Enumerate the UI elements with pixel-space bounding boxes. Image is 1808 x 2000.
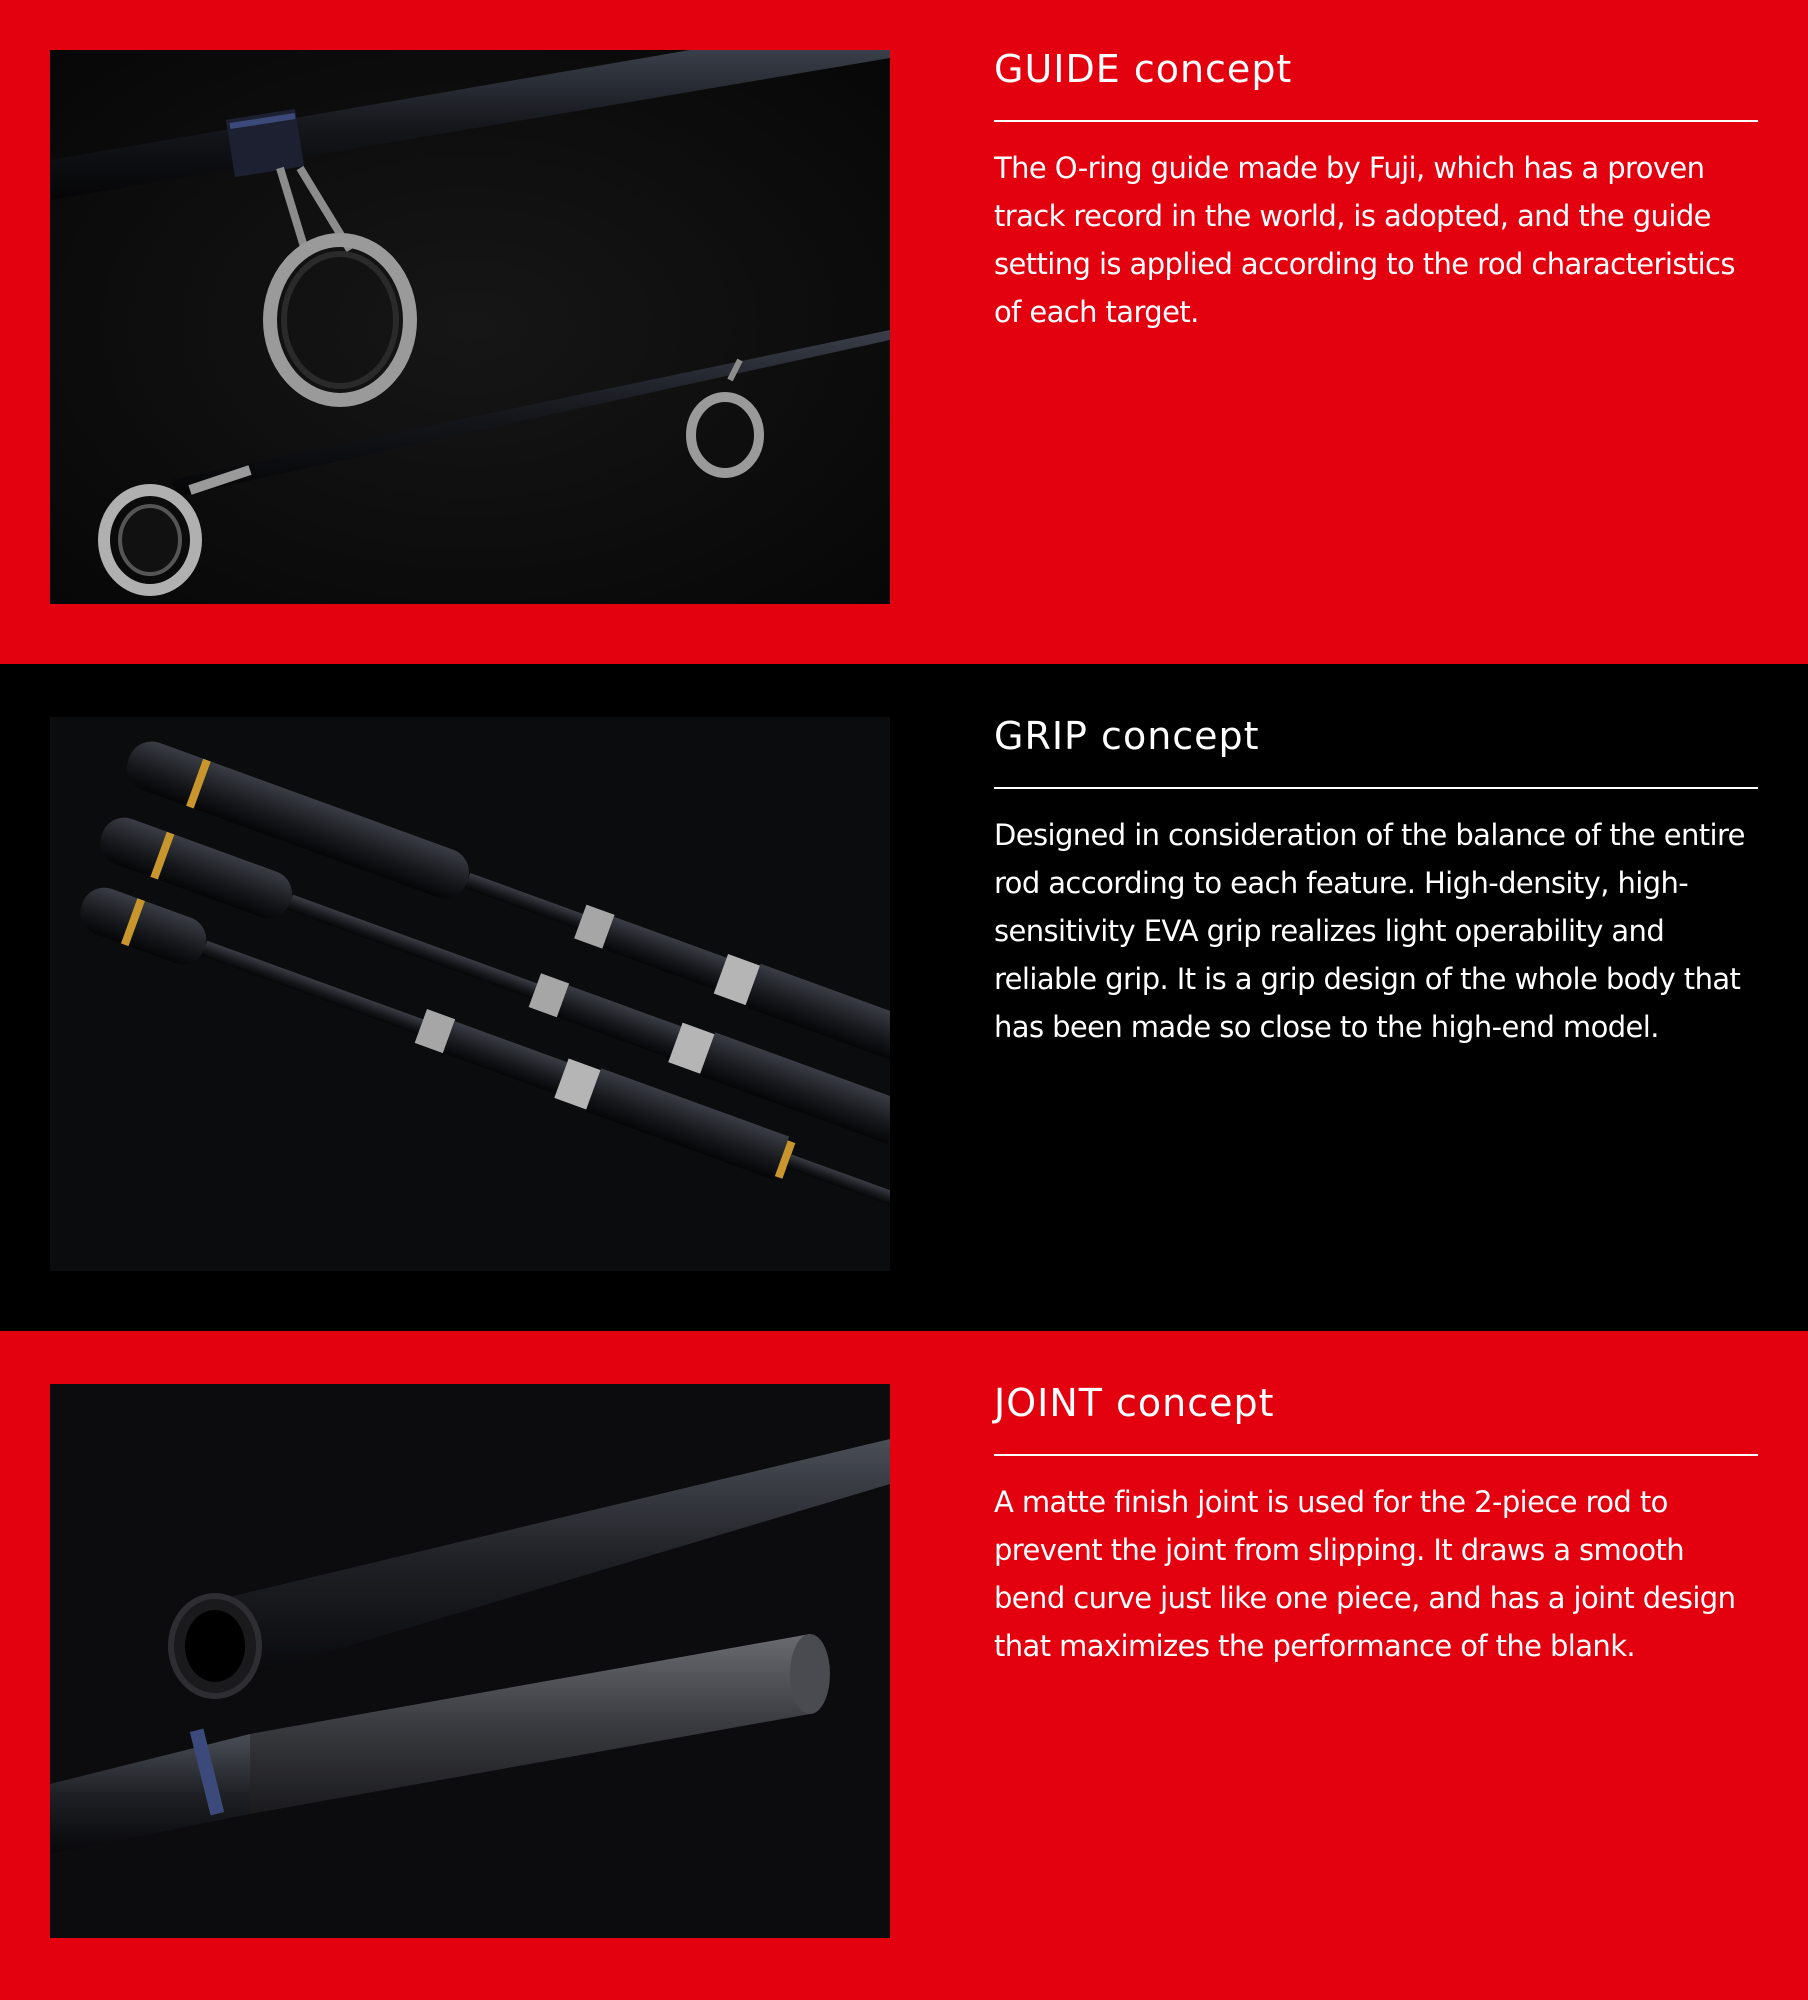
guide-description: The O-ring guide made by Fuji, which has a proven track record in the world, is adopted, and the guide setting is applied according to the rod characteristics of each target. (994, 151, 1735, 329)
guide-heading: GUIDE concept (994, 47, 1293, 91)
joint-description: A matte finish joint is used for the 2-piece rod to prevent the joint from slipping. It draws a smooth bend curve just like one piece, and has a joint design that maximizes the performance of the blank. (994, 1485, 1736, 1663)
grip-divider (994, 787, 1758, 789)
rod-guide-illustration (50, 50, 890, 604)
guide-photo (50, 50, 890, 604)
grip-heading: GRIP concept (994, 714, 1260, 758)
joint-text-column (994, 1381, 1758, 1670)
grip-section (0, 664, 1808, 1331)
guide-section (0, 0, 1808, 664)
guide-text-column (994, 47, 1758, 336)
grip-photo (50, 717, 890, 1271)
joint-section (0, 1331, 1808, 2000)
rod-grip-illustration (50, 717, 890, 1271)
joint-divider (994, 1454, 1758, 1456)
joint-photo (50, 1384, 890, 1938)
guide-divider (994, 120, 1758, 122)
grip-text-column (994, 714, 1758, 1051)
grip-description: Designed in consideration of the balance of the entire rod according to each feature. High-density, high-sensitivity EVA grip realizes light operability and reliable grip. It is a grip design of the whole body that has been made so close to the high-end model. (994, 818, 1745, 1044)
joint-heading: JOINT concept (994, 1381, 1275, 1425)
rod-joint-illustration (50, 1384, 890, 1938)
